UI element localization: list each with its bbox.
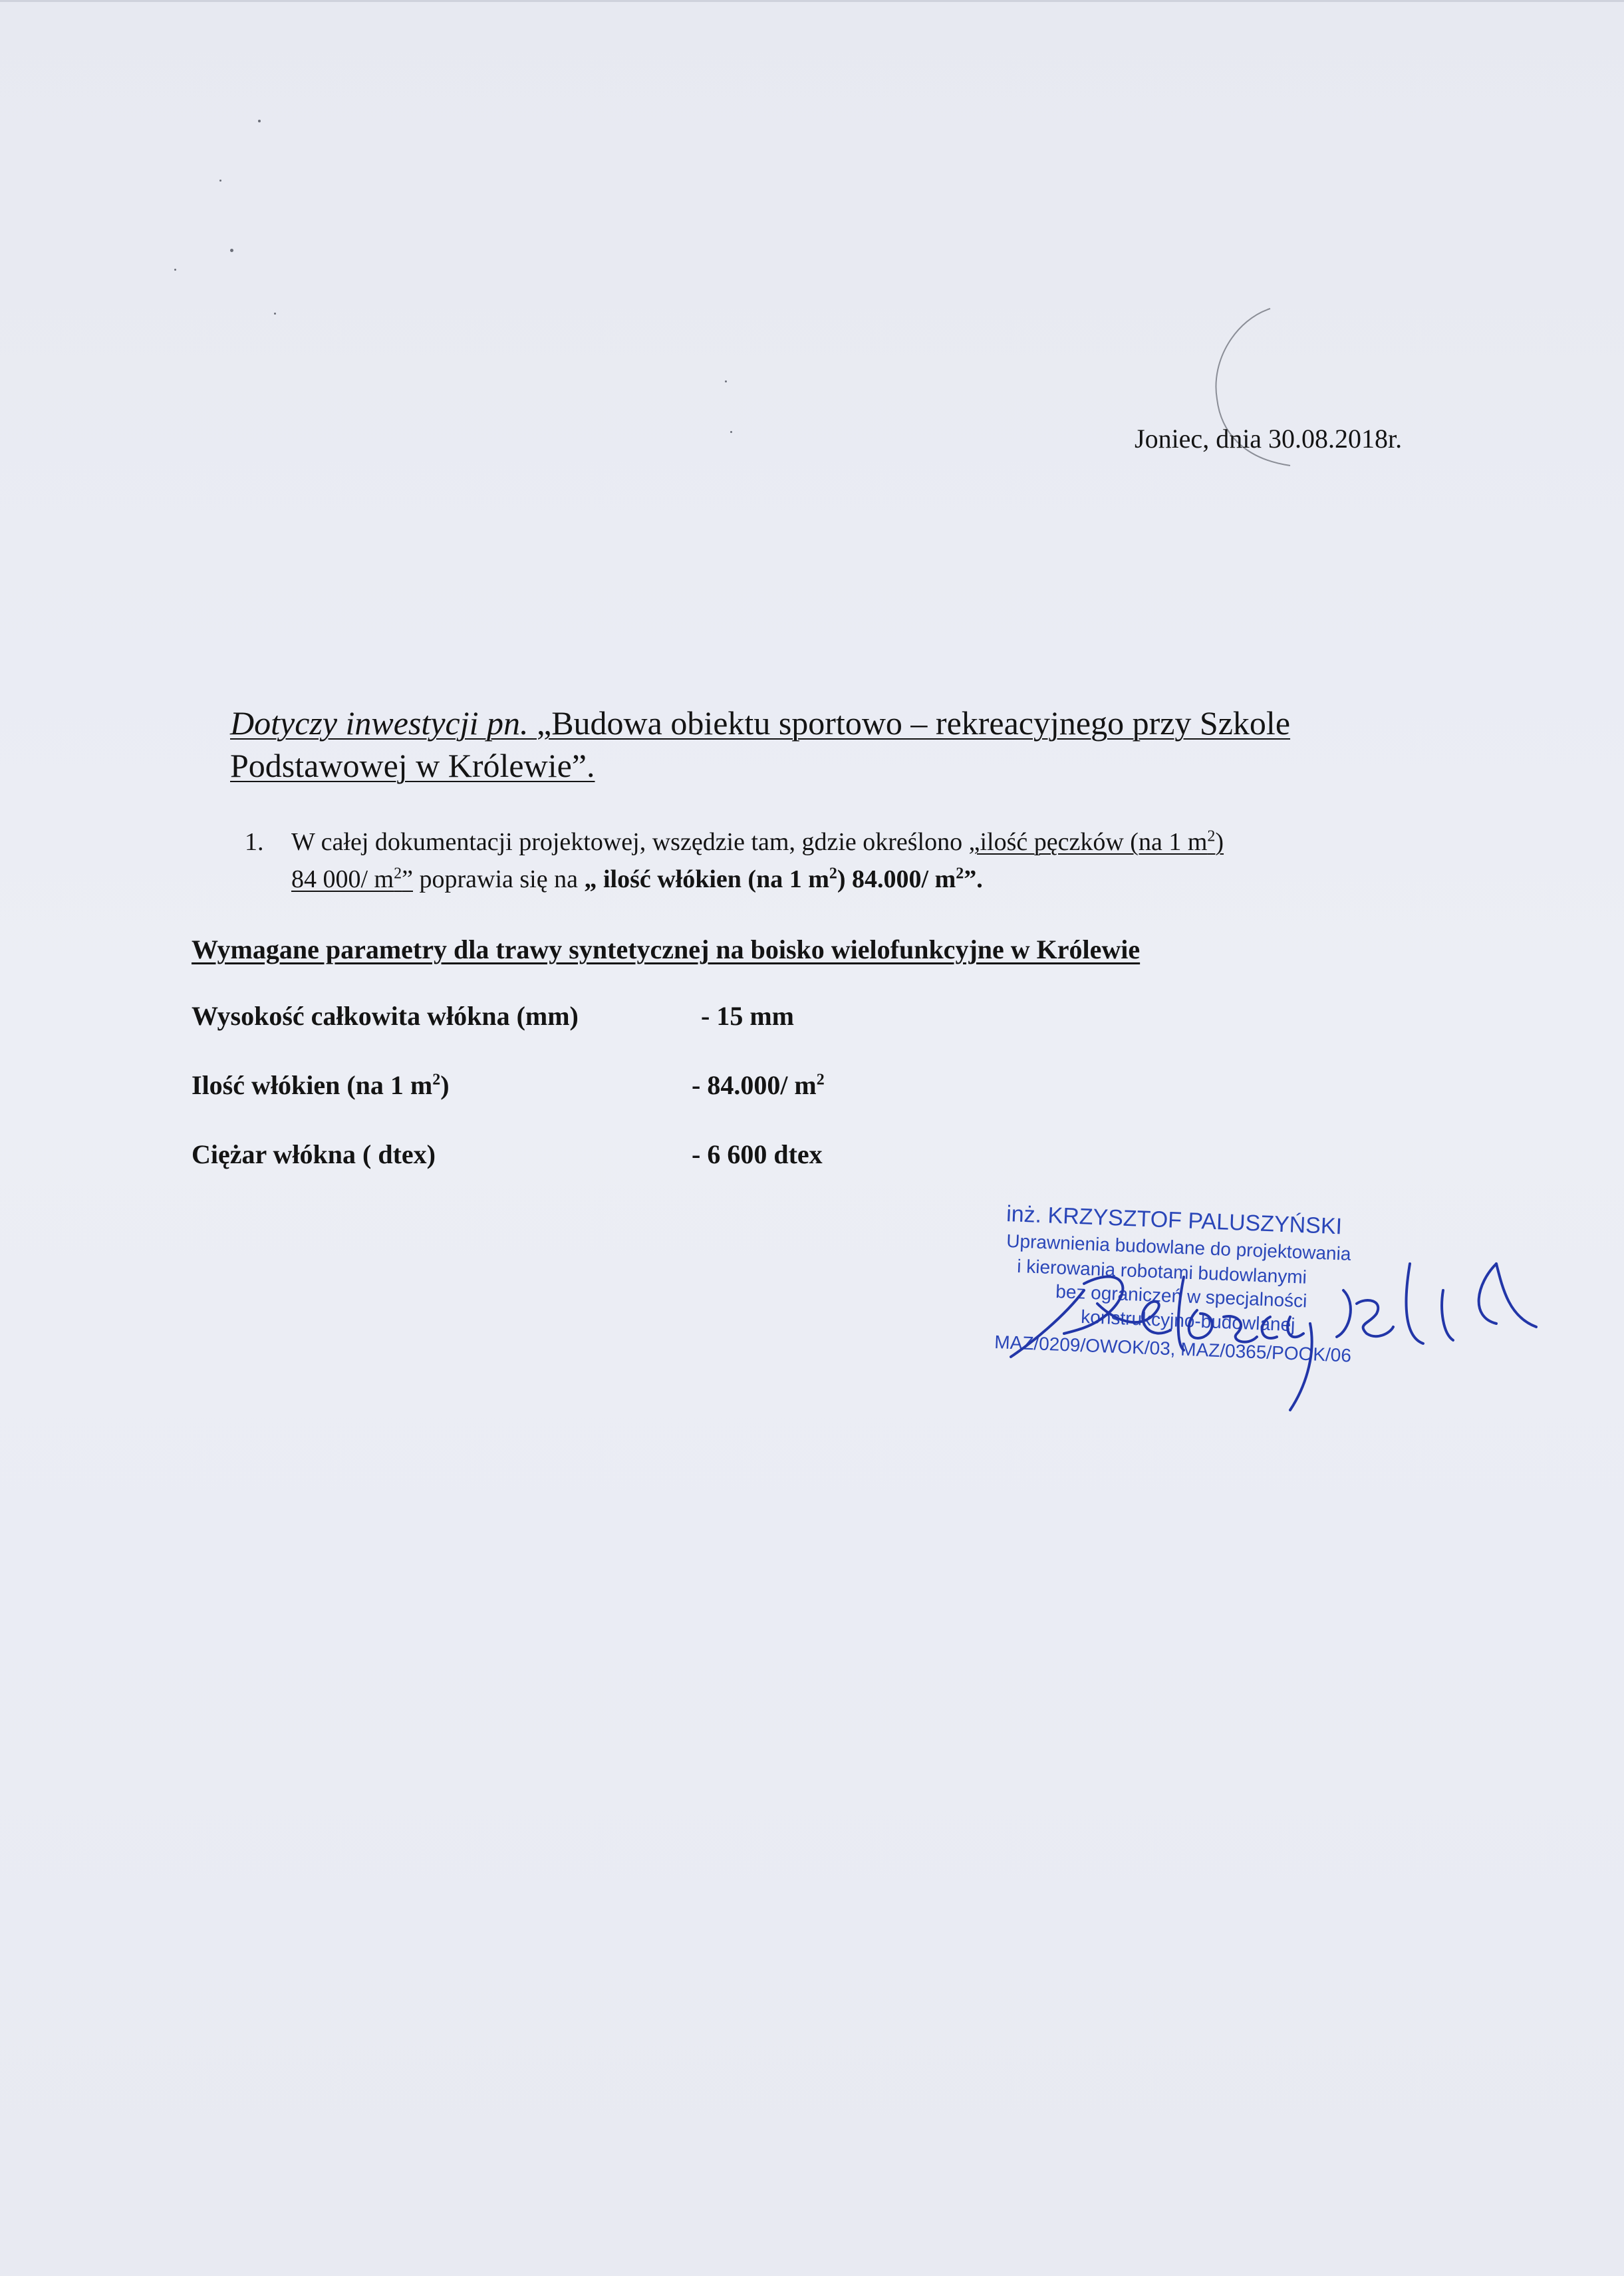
scan-edge	[0, 0, 1624, 2]
scan-speck	[174, 269, 176, 271]
document-date: Joniec, dnia 30.08.2018r.	[1135, 424, 1403, 454]
subject-lead: Dotyczy inwestycji pn.	[230, 704, 529, 742]
param-label: Wysokość całkowita włókna (mm)	[192, 1001, 579, 1031]
scan-speck	[725, 380, 727, 382]
parameters-heading: Wymagane parametry dla trawy syntetycznej na boisko wielofunkcyjne w Królewie	[192, 934, 1141, 964]
param-label-part: )	[440, 1070, 450, 1100]
old-value-part: 84 000/ m	[291, 865, 394, 893]
new-value-part: ”.	[964, 865, 983, 893]
scan-speck	[274, 313, 276, 315]
param-value: - 15 mm	[701, 1001, 794, 1031]
stamp-line: konstrukcyjno-budowlanej	[1080, 1306, 1295, 1336]
stamp-line: inż. KRZYSZTOF PALUSZYŃSKI	[1006, 1201, 1343, 1240]
scan-speck	[230, 249, 233, 252]
item-number: 1.	[245, 828, 264, 856]
param-value-part: - 84.000/ m	[692, 1070, 817, 1100]
item-text-middle: poprawia się na	[413, 865, 585, 893]
param-value	[692, 1069, 825, 1101]
subject-title: „Budowa obiektu sportowo – rekreacyjnego przy Szkole Podstawowej w Królewie”.	[230, 704, 1291, 784]
stamp-line: Uprawnienia budowlane do projektowania	[1006, 1230, 1351, 1264]
param-label-sup: 2	[432, 1071, 441, 1089]
param-row-height	[192, 1000, 794, 1032]
param-row-weight	[192, 1139, 823, 1170]
old-value-part: ”	[402, 865, 413, 893]
scan-speck	[258, 120, 261, 122]
param-label-part: Ilość włókien (na 1 m	[192, 1070, 433, 1100]
new-value-part: „ ilość włókien (na 1 m	[584, 865, 829, 893]
new-value-sup: 2	[829, 865, 837, 883]
old-value-part: )	[1215, 828, 1224, 856]
param-value: - 6 600 dtex	[692, 1139, 823, 1169]
param-row-fiber-count	[192, 1069, 825, 1101]
pencil-arc-mark	[1197, 299, 1303, 486]
handwritten-signature	[984, 1191, 1569, 1430]
new-value-part: ) 84.000/ m	[837, 865, 956, 893]
old-value-part: „ilość pęczków (na 1 m	[968, 828, 1208, 856]
param-value-sup: 2	[816, 1071, 825, 1089]
new-value	[584, 865, 982, 893]
old-value-sup: 2	[394, 865, 402, 883]
item-text-intro: W całej dokumentacji projektowej, wszędzie tam, gdzie określono	[291, 828, 969, 856]
old-value-sup: 2	[1207, 827, 1216, 845]
param-label	[192, 1070, 450, 1100]
item-text	[291, 823, 1462, 898]
subject-line	[230, 702, 1467, 787]
scan-speck	[730, 431, 732, 433]
stamp-line: i kierowania robotami budowlanymi	[1016, 1256, 1307, 1288]
param-label: Ciężar włókna ( dtex)	[192, 1139, 436, 1169]
stamp-line: MAZ/0209/OWOK/03, MAZ/0365/POOK/06	[994, 1332, 1352, 1366]
stamp-line: bez ograniczeń w specjalności	[1055, 1281, 1307, 1312]
new-value-sup: 2	[956, 865, 964, 883]
scan-speck	[219, 180, 221, 182]
